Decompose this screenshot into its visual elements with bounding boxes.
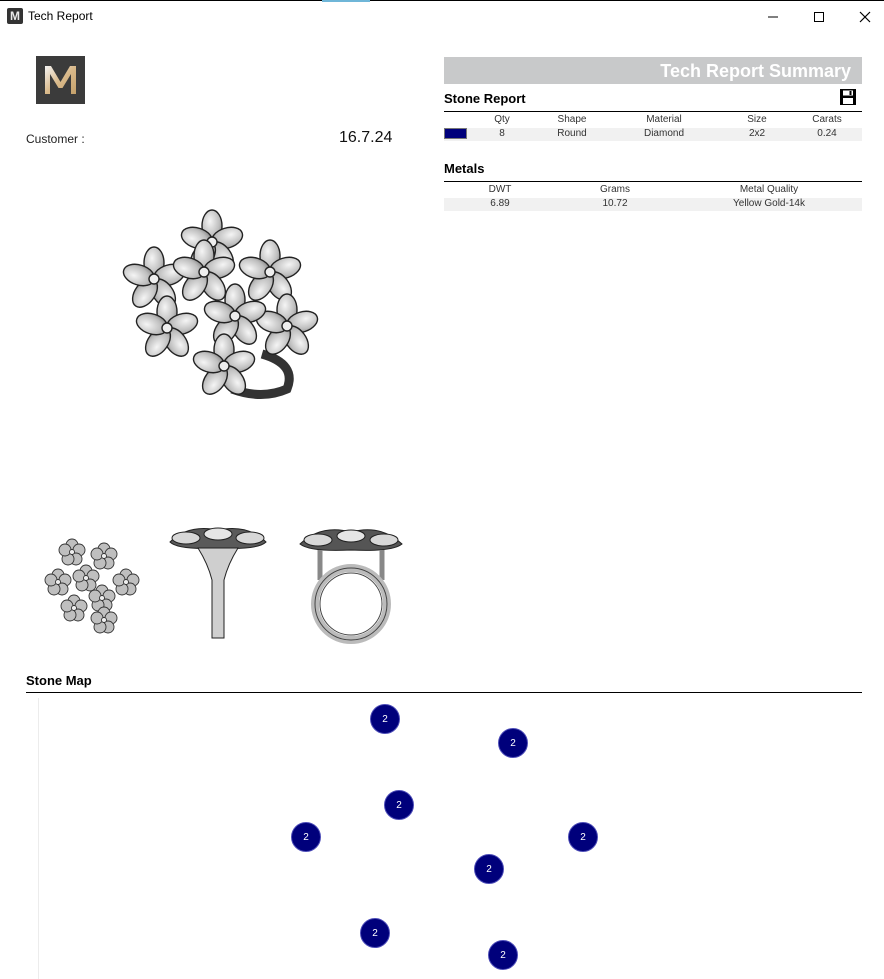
title-accent [322, 0, 370, 2]
stone-report-heading: Stone Report [444, 91, 526, 106]
stone-marker[interactable]: 2 [384, 790, 414, 820]
column-header-size: Size [747, 114, 767, 125]
stone-carats: 0.24 [817, 128, 837, 139]
ring-top-view-thumbnail[interactable] [38, 520, 142, 645]
table-row [444, 198, 862, 211]
app-icon: M [7, 8, 23, 24]
stone-qty: 8 [499, 128, 505, 139]
stone-map-heading: Stone Map [26, 673, 92, 688]
metals-rule [444, 181, 862, 182]
column-header-material: Material [646, 114, 682, 125]
ring-side-view-thumbnail[interactable] [168, 520, 268, 645]
column-header-dwt: DWT [488, 184, 512, 195]
save-icon [839, 88, 857, 106]
stone-material: Diamond [643, 128, 685, 139]
logo-m-icon [36, 56, 85, 104]
title-bar [0, 0, 884, 32]
stone-marker[interactable]: 2 [498, 728, 528, 758]
metal-grams: 10.72 [602, 198, 628, 209]
stone-report-rule [444, 111, 862, 112]
metal-dwt: 6.89 [490, 198, 510, 209]
ring-main-image [112, 204, 332, 404]
column-header-shape: Shape [557, 114, 587, 125]
close-icon [859, 11, 871, 23]
stone-marker[interactable]: 2 [488, 940, 518, 970]
column-header-grams: Grams [600, 184, 630, 195]
stone-map-area [38, 698, 862, 979]
stone-marker[interactable]: 2 [291, 822, 321, 852]
metal-quality: Yellow Gold-14k [733, 198, 805, 209]
column-header-metal-quality: Metal Quality [739, 184, 799, 195]
column-header-qty: Qty [494, 114, 510, 125]
stone-table-header [444, 114, 862, 127]
stone-color-swatch [444, 128, 467, 139]
stone-size: 2x2 [748, 128, 766, 139]
minimize-icon [767, 11, 779, 23]
ring-front-view-thumbnail[interactable] [296, 520, 406, 645]
stone-shape: Round [557, 128, 587, 139]
window-title: Tech Report [28, 9, 93, 23]
table-row [444, 128, 862, 141]
report-date: 16.7.24 [339, 129, 393, 146]
summary-title: Tech Report Summary [660, 61, 851, 81]
save-button[interactable] [839, 88, 857, 106]
stone-marker[interactable]: 2 [474, 854, 504, 884]
customer-label: Customer : [26, 132, 85, 146]
stone-marker[interactable]: 2 [360, 918, 390, 948]
stone-marker[interactable]: 2 [370, 704, 400, 734]
maximize-icon [813, 11, 825, 23]
metals-table-header [444, 184, 862, 197]
stone-map-rule [26, 692, 862, 693]
brand-logo [36, 56, 85, 104]
maximize-button[interactable] [796, 1, 842, 32]
stone-marker[interactable]: 2 [568, 822, 598, 852]
close-button[interactable] [842, 1, 884, 32]
minimize-button[interactable] [750, 1, 796, 32]
summary-header-bar [444, 57, 862, 84]
column-header-carats: Carats [812, 114, 842, 125]
metals-heading: Metals [444, 161, 485, 176]
